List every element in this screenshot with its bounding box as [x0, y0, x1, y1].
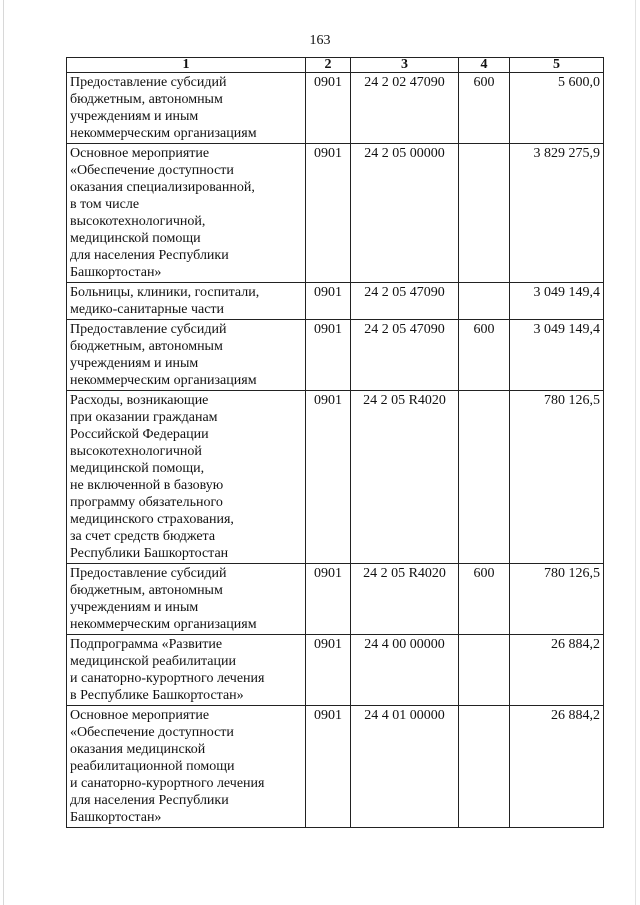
table-row	[67, 320, 604, 391]
row-kind-cell: 600	[459, 73, 510, 144]
row-name-cell: Предоставление субсидий бюджетным, автономным учреждениям и иным некоммерческим организациям	[67, 320, 306, 391]
row-kind-cell	[459, 283, 510, 320]
column-header-section: 2	[306, 58, 351, 73]
row-kind-cell: 600	[459, 320, 510, 391]
column-header-name: 1	[67, 58, 306, 73]
row-name-cell: Подпрограмма «Развитие медицинской реабилитации и санаторно-курортного лечения в Республике Башкортостан»	[67, 635, 306, 706]
row-kind-cell: 600	[459, 564, 510, 635]
row-amount-cell: 3 049 149,4	[510, 320, 604, 391]
table-row	[67, 564, 604, 635]
row-target-cell: 24 2 05 00000	[351, 144, 459, 283]
row-section-cell: 0901	[306, 73, 351, 144]
page-number: 163	[309, 33, 331, 48]
row-kind-cell	[459, 635, 510, 706]
row-amount-cell: 26 884,2	[510, 706, 604, 828]
row-amount-cell: 5 600,0	[510, 73, 604, 144]
row-target-cell: 24 2 05 47090	[351, 320, 459, 391]
column-header-amount: 5	[510, 58, 604, 73]
row-target-cell: 24 2 05 47090	[351, 283, 459, 320]
row-kind-cell	[459, 144, 510, 283]
scan-edge-right	[635, 0, 636, 905]
column-header-kind: 4	[459, 58, 510, 73]
row-name-cell: Основное мероприятие «Обеспечение доступности оказания специализированной, в том числе высокотехнологичной, медицинской помощи для населения Республики Башкортостан»	[67, 144, 306, 283]
table-body	[67, 73, 604, 828]
row-name-cell: Основное мероприятие «Обеспечение доступности оказания медицинской реабилитационной помощи и санаторно-курортного лечения для населения Республики Башкортостан»	[67, 706, 306, 828]
scan-edge-left	[3, 0, 4, 905]
row-amount-cell: 780 126,5	[510, 391, 604, 564]
row-target-cell: 24 4 01 00000	[351, 706, 459, 828]
row-section-cell: 0901	[306, 283, 351, 320]
table-row	[67, 391, 604, 564]
row-amount-cell: 780 126,5	[510, 564, 604, 635]
row-kind-cell	[459, 391, 510, 564]
table-row	[67, 144, 604, 283]
row-name-cell: Расходы, возникающие при оказании гражданам Российской Федерации высокотехнологичной медицинской помощи, не включенной в базовую программу обязательного медицинского страхования, за счет средств бюджета Республики Башкортостан	[67, 391, 306, 564]
row-name-cell: Предоставление субсидий бюджетным, автономным учреждениям и иным некоммерческим организациям	[67, 73, 306, 144]
table-row	[67, 73, 604, 144]
row-target-cell: 24 2 02 47090	[351, 73, 459, 144]
row-section-cell: 0901	[306, 635, 351, 706]
row-kind-cell	[459, 706, 510, 828]
row-name-cell: Больницы, клиники, госпитали, медико-санитарные части	[67, 283, 306, 320]
row-section-cell: 0901	[306, 391, 351, 564]
row-section-cell: 0901	[306, 320, 351, 391]
table-row	[67, 283, 604, 320]
table-row	[67, 635, 604, 706]
row-section-cell: 0901	[306, 564, 351, 635]
row-section-cell: 0901	[306, 144, 351, 283]
row-amount-cell: 3 049 149,4	[510, 283, 604, 320]
column-header-target: 3	[351, 58, 459, 73]
row-target-cell: 24 2 05 R4020	[351, 564, 459, 635]
table-header-row	[67, 58, 604, 73]
table-row	[67, 706, 604, 828]
row-target-cell: 24 2 05 R4020	[351, 391, 459, 564]
row-target-cell: 24 4 00 00000	[351, 635, 459, 706]
row-section-cell: 0901	[306, 706, 351, 828]
row-name-cell: Предоставление субсидий бюджетным, автономным учреждениям и иным некоммерческим организациям	[67, 564, 306, 635]
row-amount-cell: 26 884,2	[510, 635, 604, 706]
row-amount-cell: 3 829 275,9	[510, 144, 604, 283]
budget-table	[66, 57, 604, 828]
